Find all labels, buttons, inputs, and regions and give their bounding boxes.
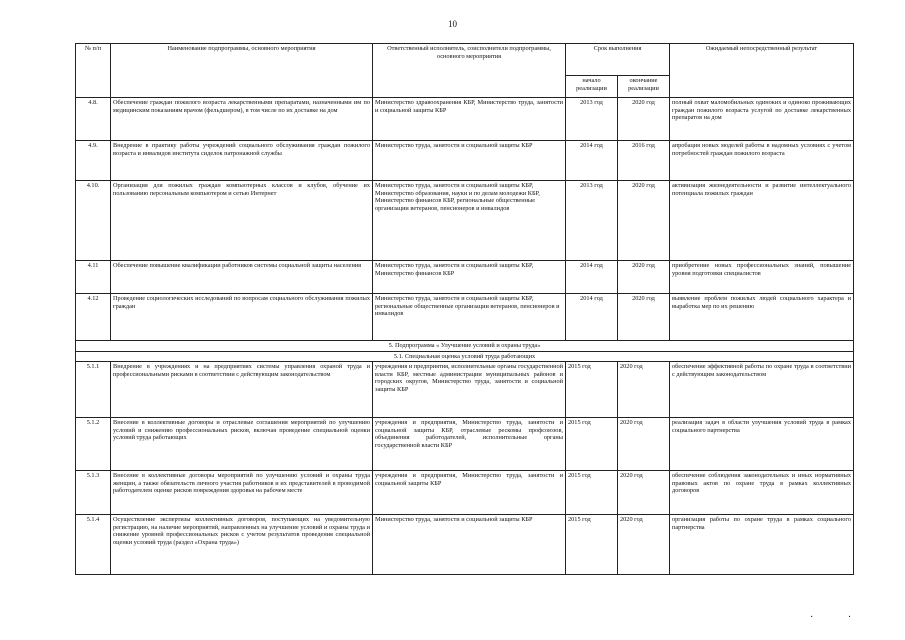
row-start: 2015 год [566,515,618,575]
row-executor: Министерство труда, занятости и социальной защиты КБР, региональные общественные организации ветеранов, пенсионеров и инвалидов [373,294,566,341]
row-result: активизация жизнедеятельности и развитие интеллектуального потенциала пожилых граждан [670,181,854,261]
row-executor: учреждения и предприятия, Министерство труда, занятости и социальной защиты КБР [373,471,566,515]
table-row [76,141,854,181]
header-period: Срок выполнения [566,44,670,76]
row-result: выявление проблем пожилых людей социального характера и выработка мер по их решению [670,294,854,341]
row-end: 2020 год [618,98,670,141]
row-executor: Министерство труда, занятости и социальной защиты КБР [373,515,566,575]
table-row [76,98,854,141]
header-executor: Ответственный исполнитель, соисполнители подпрограммы, основного мероприятия [373,44,566,98]
row-end: 2020 год [618,181,670,261]
row-executor: учреждения и предприятия, исполнительные органы государственной власти КБР, местные администрации муниципальных районов и городских округов, Министерство труда, занятости и социальной защиты КБР [373,362,566,418]
row-end: 2020 год [618,294,670,341]
row-start: 2015 год [566,362,618,418]
table-row [76,181,854,261]
scan-marks: · · [810,612,868,623]
row-start: 2015 год [566,471,618,515]
row-end: 2020 год [618,418,670,471]
row-end: 2020 год [618,515,670,575]
row-result: обеспечение соблюдения законодательных и иных нормативных правовых актов по охране труда в рамках коллективных договоров [670,471,854,515]
header-result: Ожидаемый непосредственный результат [670,44,854,98]
row-executor: Министерство труда, занятости и социальной защиты КБР [373,141,566,181]
row-name: Внесение в коллективные договоры и отраслевые соглашения мероприятий по улучшению условий и снижению профессиональных рисков, включая проведение специальной оценки условий труда работающих [111,418,373,471]
table-row [76,471,854,515]
row-name: Обеспечение граждан пожилого возраста лекарственными препаратами, назначенными им по медицинским показаниям врачом (фельдшером), в том числе по их доставке на дом [111,98,373,141]
row-start: 2014 год [566,261,618,294]
table-row [76,294,854,341]
row-end: 2020 год [618,362,670,418]
row-executor: Министерство здравоохранения КБР, Министерство труда, занятости и социальной защиты КБР [373,98,566,141]
row-result: приобретение новых профессиональных знаний, повышение уровня подготовки специалистов [670,261,854,294]
row-result: обеспечение эффективной работы по охране труда в соответствии с действующим законодательством [670,362,854,418]
row-name: Внедрение в практику работы учреждений социального обслуживания граждан пожилого возраста и инвалидов института сиделок патронажной службы [111,141,373,181]
header-start: начало реализации [566,76,618,98]
row-num: 4.8. [76,98,111,141]
row-start: 2015 год [566,418,618,471]
row-executor: учреждения и предприятия, Министерство труда, занятости и социальной защиты КБР, отраслевые рескомы профсоюзов, объединения работодателей, исполнительные органы государственной власти КБР [373,418,566,471]
row-name: Внесение в коллективные договоры мероприятий по улучшению условий и охраны труда женщин, а также обязательств личного участия работников и их представителей в проводимой работодателем оценке рисков повреждения здоровья на рабочем месте [111,471,373,515]
table-row [76,261,854,294]
section-title: 5. Подпрограмма « Улучшение условий и охраны труда» [76,341,854,352]
row-num: 4.10. [76,181,111,261]
row-name: Осуществление экспертизы коллективных договоров, поступающих на уведомительную регистрацию, на наличие мероприятий, направленных на улучшение условий и охраны труда и снижение уровней профессиональных рисков с учетом результатов проведения специальной оценки условий труда (раздел «Охрана труда») [111,515,373,575]
row-name: Проведение социологических исследований по вопросам социального обслуживания пожилых граждан [111,294,373,341]
row-start: 2014 год [566,294,618,341]
row-start: 2013 год [566,98,618,141]
row-num: 5.1.4 [76,515,111,575]
row-start: 2014 год [566,141,618,181]
row-name: Внедрение в учреждениях и на предприятиях системы управления охраной труда и профессиональными рисками в соответствии с действующим законодательством [111,362,373,418]
row-name: Обеспечение повышение квалификации работников системы социальной защиты населения [111,261,373,294]
row-start: 2013 год [566,181,618,261]
subsection-row [76,351,854,362]
program-table [75,43,854,575]
header-end: окончание реализации [618,76,670,98]
table-row [76,418,854,471]
row-num: 4.11 [76,261,111,294]
row-result: реализация задач в области улучшения условий труда в рамках социального партнерства [670,418,854,471]
row-name: Организация для пожилых граждан компьютерных классов и клубов, обучение их пользованию персональным компьютером и сетью Интернет [111,181,373,261]
table-row [76,515,854,575]
row-result: полный охват маломобильных одиноких и одиноко проживающих граждан пожилого возраста услугой по доставке лекарственных препаратов на дом [670,98,854,141]
subsection-title: 5.1. Специальная оценка условий труда работающих [76,351,854,362]
row-executor: Министерство труда, занятости и социальной защиты КБР, Министерство финансов КБР [373,261,566,294]
row-result: апробация новых моделей работы в надомных условиях с учетом потребностей граждан пожилого возраста [670,141,854,181]
row-end: 2020 год [618,471,670,515]
page-number: 10 [448,19,457,29]
row-num: 5.1.1 [76,362,111,418]
header-name: Наименование подпрограммы, основного мероприятия [111,44,373,98]
row-num: 4.12 [76,294,111,341]
section-row [76,341,854,352]
table-row [76,362,854,418]
row-executor: Министерство труда, занятости и социальной защиты КБР, Министерство образования, науки и по делам молодежи КБР, Министерство финансов КБР, региональные общественные организации ветеранов, пенсионеров и инвалидов [373,181,566,261]
row-num: 5.1.2 [76,418,111,471]
row-result: организация работы по охране труда в рамках социального партнерства [670,515,854,575]
row-num: 5.1.3 [76,471,111,515]
row-end: 2016 год [618,141,670,181]
row-end: 2020 год [618,261,670,294]
header-row [76,44,854,76]
row-num: 4.9. [76,141,111,181]
header-num: № п/п [76,44,111,98]
